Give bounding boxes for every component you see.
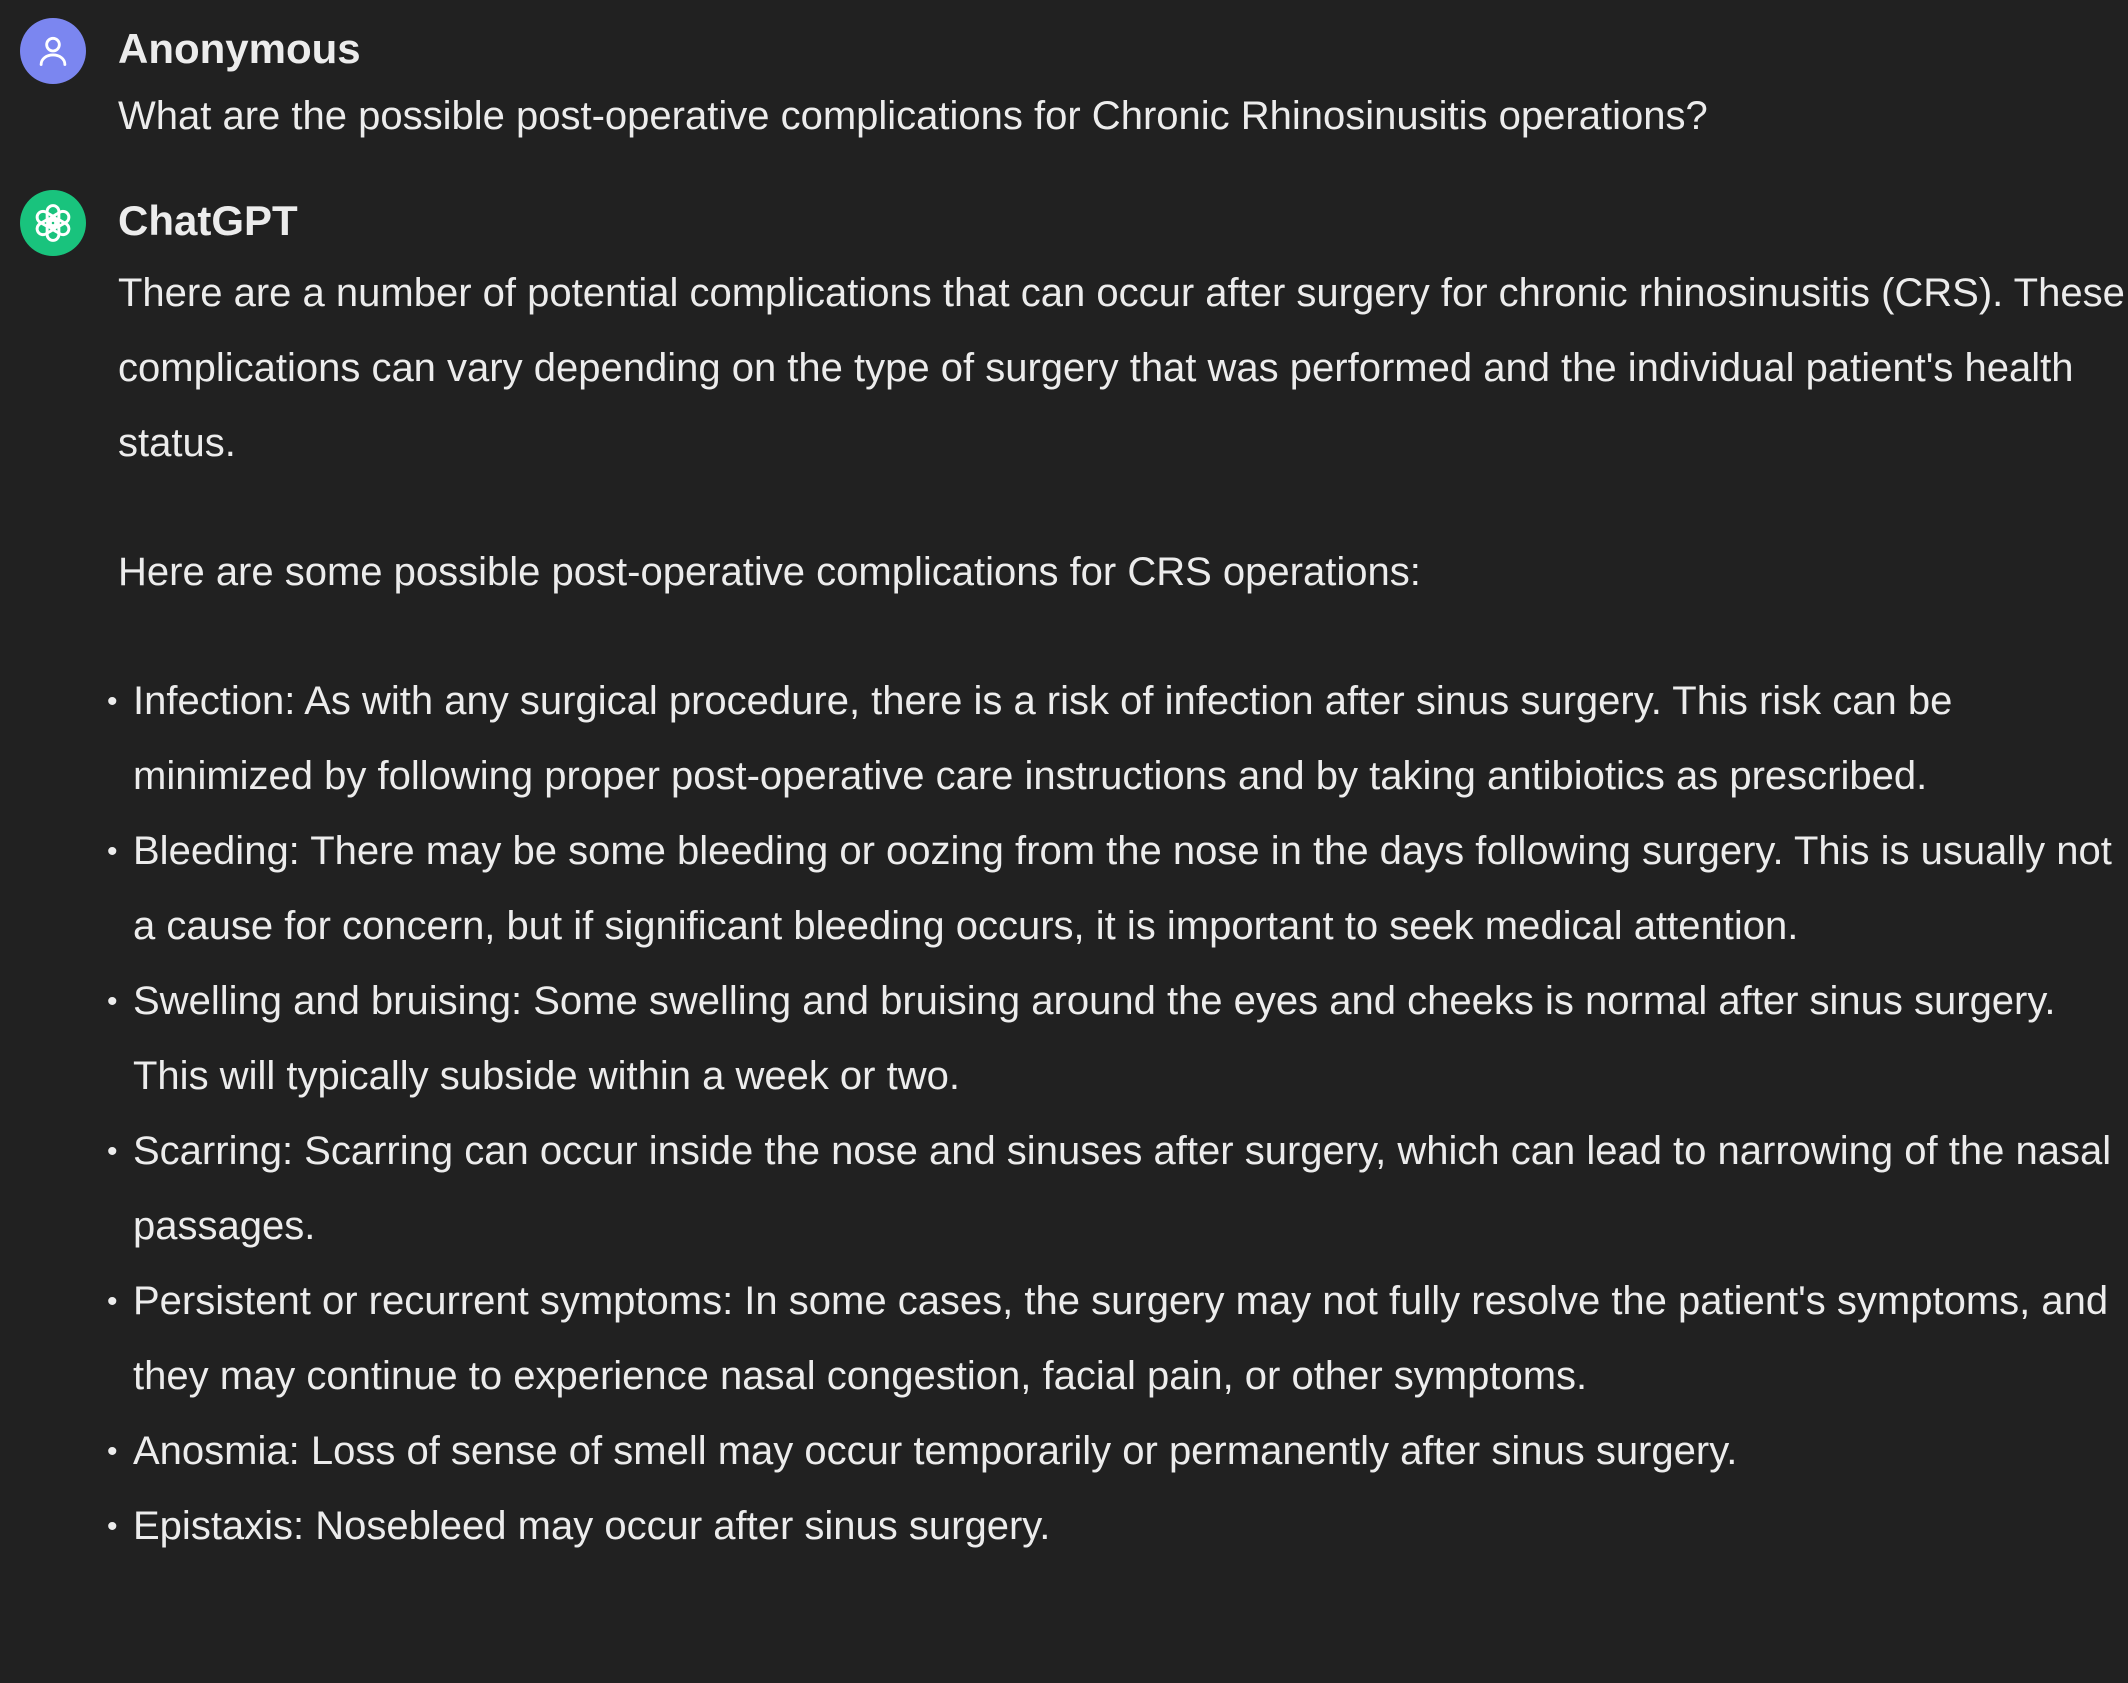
bullet-icon: • — [107, 1285, 118, 1318]
list-item-text: Swelling and bruising: Some swelling and bruising around the eyes and cheeks is normal after sinus surgery. This will typically subside within a week or two. — [133, 979, 2056, 1098]
user-avatar — [20, 18, 86, 84]
complications-list — [107, 664, 2128, 1564]
list-item-text: Infection: As with any surgical procedure, there is a risk of infection after sinus surgery. This risk can be minimized by following proper post-operative care instructions and by taking antibiotics as prescribed. — [133, 679, 1953, 798]
bullet-icon: • — [107, 835, 118, 868]
list-item — [107, 814, 2128, 964]
assistant-paragraph: Here are some possible post-operative complications for CRS operations: — [118, 550, 1421, 594]
list-item — [107, 1489, 2128, 1564]
user-name: Anonymous — [118, 25, 361, 72]
assistant-name: ChatGPT — [118, 197, 298, 244]
bullet-icon: • — [107, 685, 118, 718]
user-message-text: What are the possible post-operative complications for Chronic Rhinosinusitis operations? — [118, 94, 1708, 138]
assistant-message-body — [107, 256, 2128, 1564]
list-item-text: Bleeding: There may be some bleeding or oozing from the nose in the days following surgery. This is usually not a cause for concern, but if significant bleeding occurs, it is important to seek medical attention. — [133, 829, 2112, 948]
list-item — [107, 1264, 2128, 1414]
user-message — [20, 14, 2128, 146]
bullet-icon: • — [107, 1435, 118, 1468]
assistant-paragraph: There are a number of potential complications that can occur after surgery for chronic rhinosinusitis (CRS). These complications can vary depending on the type of surgery that was performed and the individual patient's health status. — [118, 271, 2125, 465]
bullet-icon: • — [107, 1135, 118, 1168]
assistant-message — [20, 186, 2128, 1564]
user-icon — [34, 32, 72, 70]
bullet-icon: • — [107, 985, 118, 1018]
list-item — [107, 1114, 2128, 1264]
list-item-text: Scarring: Scarring can occur inside the nose and sinuses after surgery, which can lead to narrowing of the nasal passages. — [133, 1129, 2112, 1248]
bullet-icon: • — [107, 1510, 118, 1543]
list-item — [107, 964, 2128, 1114]
openai-logo-icon — [31, 201, 75, 245]
list-item-text: Anosmia: Loss of sense of smell may occur temporarily or permanently after sinus surgery. — [133, 1429, 1738, 1473]
list-item-text: Persistent or recurrent symptoms: In some cases, the surgery may not fully resolve the patient's symptoms, and they may continue to experience nasal congestion, facial pain, or other symptoms. — [133, 1279, 2109, 1398]
assistant-avatar — [20, 190, 86, 256]
list-item — [107, 1414, 2128, 1489]
list-item — [107, 664, 2128, 814]
list-item-text: Epistaxis: Nosebleed may occur after sinus surgery. — [133, 1504, 1051, 1548]
